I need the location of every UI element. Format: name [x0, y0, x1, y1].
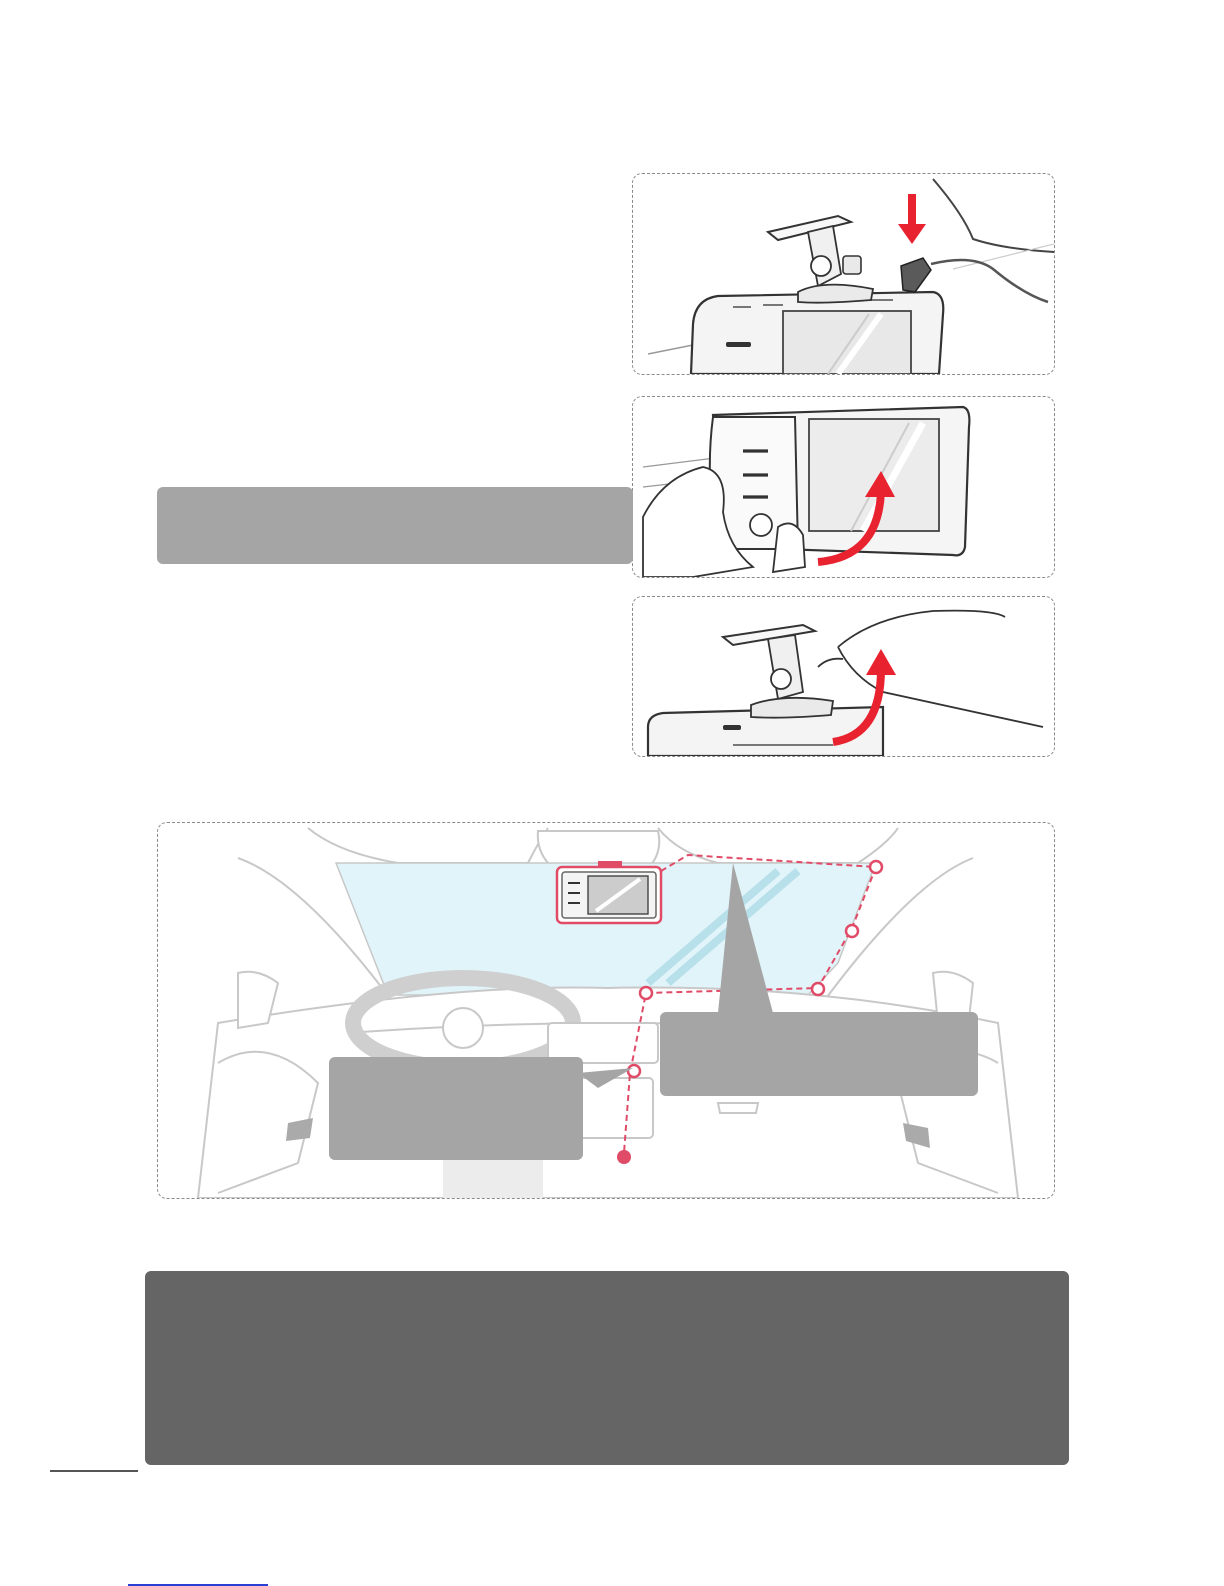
info-box — [145, 1271, 1069, 1465]
footer-link-underline — [128, 1584, 268, 1586]
footer-rule — [50, 1470, 138, 1472]
lift-mount-drawing — [633, 597, 1054, 756]
connect-power-drawing — [633, 174, 1054, 374]
note-box — [157, 487, 633, 564]
step-connect-power-illustration — [632, 173, 1055, 375]
step-lift-mount-illustration — [632, 596, 1055, 757]
step-adjust-screen-illustration — [632, 396, 1055, 578]
cable-routing-overview-illustration — [157, 822, 1055, 1199]
callout-box-right — [660, 1012, 978, 1096]
callout-box-left — [329, 1057, 583, 1160]
adjust-screen-drawing — [633, 397, 1054, 577]
car-interior-drawing — [158, 823, 1054, 1198]
